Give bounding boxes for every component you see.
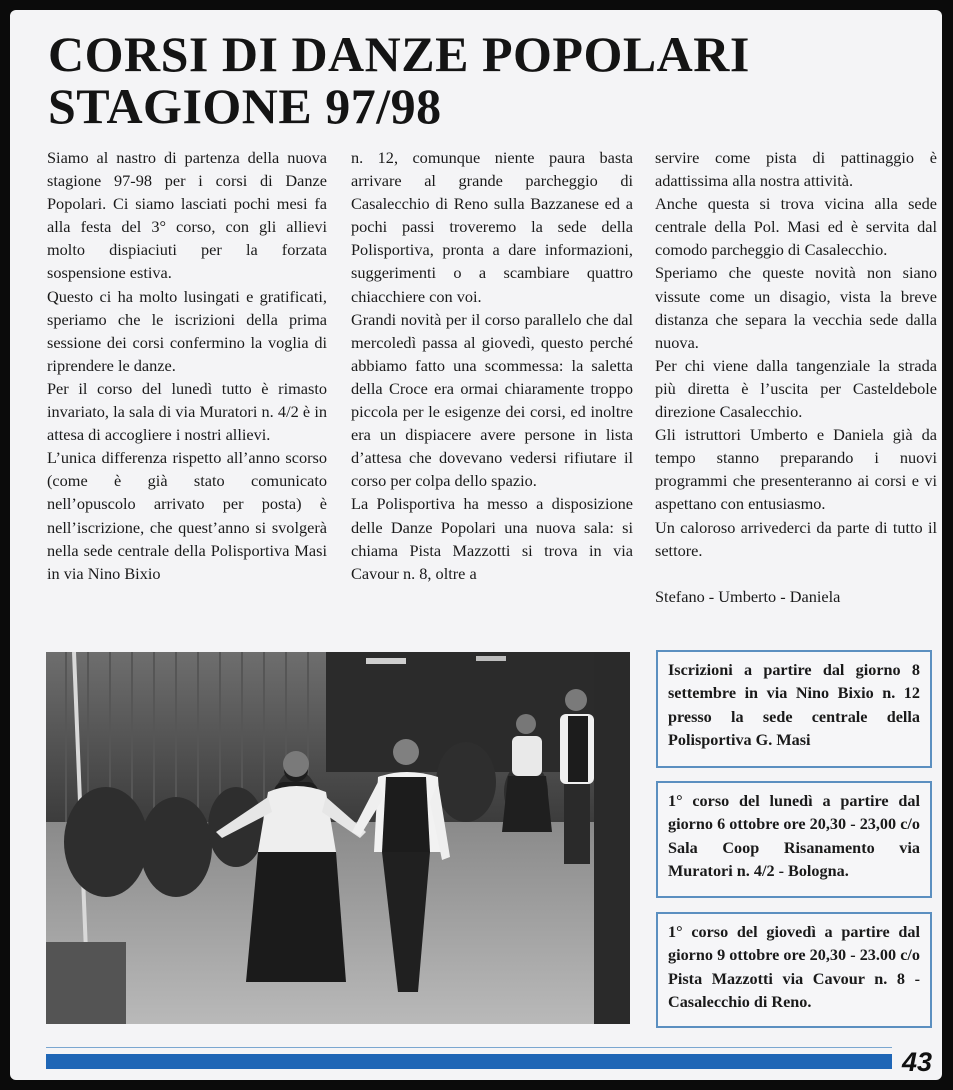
paragraph: servire come pista di pattinaggio è adattissima alla nostra attività. — [655, 148, 937, 191]
paragraph: Gli istruttori Umberto e Daniela già da tempo stanno preparando i nuovi programmi che presenteranno ai corsi e vi aspettano con entusiasmo. — [655, 425, 937, 514]
paragraph: Per chi viene dalla tangenziale la strada più diretta è l’uscita per Casteldebole direzione Casalecchio. — [655, 355, 937, 422]
footer-thin-rule — [46, 1047, 892, 1048]
text-column-3 — [655, 146, 937, 608]
paragraph: Questo ci ha molto lusingati e gratificati, speriamo che le iscrizioni della prima sessione dei corsi confermino la voglia di riprendere le danze. — [47, 286, 327, 375]
info-box-monday-course: 1° corso del lunedì a partire dal giorno 6 ottobre ore 20,30 - 23,00 c/o Sala Coop Risanamento via Muratori n. 4/2 - Bologna. — [656, 781, 932, 898]
page-number: 43 — [902, 1047, 933, 1077]
title-line-1: CORSI DI DANZE POPOLARI — [48, 26, 750, 82]
signature: Stefano - Umberto - Daniela — [655, 586, 841, 606]
paragraph: n. 12, comunque niente paura basta arrivare al grande parcheggio di Casalecchio di Reno sulla Bazzanese ed a pochi passi troveremo la sede della Polisportiva, pronta a dare informazioni, suggerimenti o a scambiare quattro chiacchiere con voi. — [351, 148, 633, 306]
article-title — [48, 28, 938, 132]
magazine-page — [10, 10, 942, 1080]
dancers-photo — [46, 652, 630, 1024]
photo-illustration — [46, 652, 630, 1024]
paragraph: Per il corso del lunedì tutto è rimasto invariato, la sala di via Muratori n. 4/2 è in attesa di accogliere i nostri allievi. — [47, 378, 327, 445]
paragraph: La Polisportiva ha messo a disposizione delle Danze Popolari una nuova sala: si chiama Pista Mazzotti si trova in via Cavour n. 8, oltre a — [351, 494, 633, 583]
title-line-2: STAGIONE 97/98 — [48, 78, 442, 134]
paragraph: L’unica differenza rispetto all’anno scorso (come è già stato comunicato nell’opuscolo arrivato per posta) è nell’iscrizione, che quest’anno si svolgerà nella sede centrale della Polisportiva Masi in via Nino Bixio — [47, 448, 327, 583]
paragraph: Speriamo che queste novità non siano vissute come un disagio, vista la breve distanza che separa la vecchia sede dalla nuova. — [655, 263, 937, 352]
info-box-thursday-course: 1° corso del giovedì a partire dal giorno 9 ottobre ore 20,30 - 23.00 c/o Pista Mazzotti via Cavour n. 8 - Casalecchio di Reno. — [656, 912, 932, 1028]
paragraph: Grandi novità per il corso parallelo che dal mercoledì passa al giovedì, questo perché abbiamo fatto una scommessa: la saletta della Croce era ormai chiaramente troppo piccola per le esigenze dei corsi, ed inoltre era un dispiacere avere persone in lista d’attesa che dovevano vedersi rifiutare il corso per colpa dello spazio. — [351, 309, 633, 491]
paragraph: Anche questa si trova vicina alla sede centrale della Pol. Masi ed è servita dal comodo parcheggio di Casalecchio. — [655, 194, 937, 260]
paragraph: Siamo al nastro di partenza della nuova stagione 97-98 per i corsi di Danze Popolari. Ci siamo lasciati pochi mesi fa alla festa del 3° corso, con gli allievi molto dispiaciuti per la forzata sospensione estiva. — [47, 148, 327, 283]
paragraph: Un caloroso arrivederci da parte di tutto il settore. — [655, 517, 937, 560]
info-box-registration: Iscrizioni a partire dal giorno 8 settembre in via Nino Bixio n. 12 presso la sede centrale della Polisportiva G. Masi — [656, 650, 932, 768]
footer-blue-bar — [46, 1054, 892, 1069]
text-column-2 — [351, 146, 633, 585]
text-column-1 — [47, 146, 327, 585]
